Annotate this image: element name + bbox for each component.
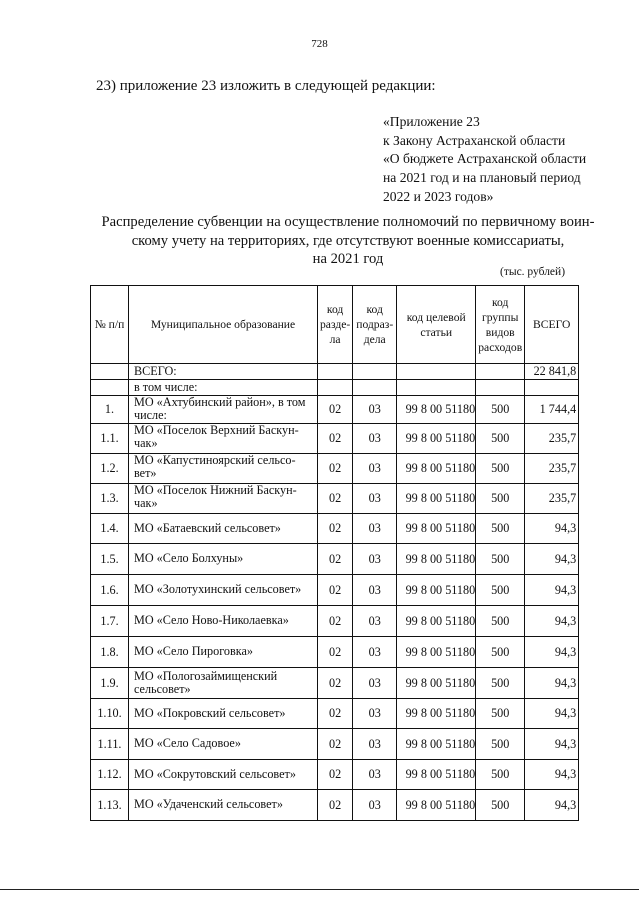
row-section: 02 bbox=[318, 606, 353, 637]
row-group: 500 bbox=[476, 544, 525, 575]
row-num: 1.2. bbox=[91, 454, 129, 484]
appendix-header-line: «О бюджете Астраханской области bbox=[383, 151, 587, 167]
header-num: № п/п bbox=[91, 286, 129, 364]
row-total: 94,3 bbox=[525, 575, 579, 606]
table-title-line: Распределение субвенции на осуществление полномочий по первичному воин- bbox=[101, 214, 595, 230]
row-group: 500 bbox=[476, 668, 525, 699]
row-section: 02 bbox=[318, 729, 353, 760]
header-section: код разде- ла bbox=[318, 286, 353, 364]
row-name: МО «Золотухинский сельсовет» bbox=[129, 575, 318, 606]
row-total: 94,3 bbox=[525, 699, 579, 729]
row-num: 1.4. bbox=[91, 514, 129, 544]
header-total: ВСЕГО bbox=[525, 286, 579, 364]
header-target: код целевой статьи bbox=[397, 286, 476, 364]
row-subsection: 03 bbox=[353, 637, 397, 668]
row-group: 500 bbox=[476, 606, 525, 637]
table-row bbox=[91, 424, 579, 454]
row-target: 99 8 00 51180 bbox=[397, 699, 476, 729]
row-name: МО «Село Болхуны» bbox=[129, 544, 318, 575]
row-subsection: 03 bbox=[353, 454, 397, 484]
row-group: 500 bbox=[476, 424, 525, 454]
row-num: 1.5. bbox=[91, 544, 129, 575]
row-subsection: 03 bbox=[353, 729, 397, 760]
row-group: 500 bbox=[476, 514, 525, 544]
row-subsection: 03 bbox=[353, 606, 397, 637]
table-row bbox=[91, 575, 579, 606]
row-total: 94,3 bbox=[525, 790, 579, 821]
row-target: 99 8 00 51180 bbox=[397, 484, 476, 514]
units-label: (тыс. рублей) bbox=[500, 266, 566, 278]
table-row bbox=[91, 396, 579, 424]
table-row bbox=[91, 637, 579, 668]
row-subsection: 03 bbox=[353, 484, 397, 514]
including-row bbox=[91, 380, 579, 396]
row-num: 1.9. bbox=[91, 668, 129, 699]
row-target: 99 8 00 51180 bbox=[397, 729, 476, 760]
row-section: 02 bbox=[318, 424, 353, 454]
table-row bbox=[91, 514, 579, 544]
header-group: код группы видов расходов bbox=[476, 286, 525, 364]
row-group: 500 bbox=[476, 790, 525, 821]
row-subsection: 03 bbox=[353, 544, 397, 575]
row-target: 99 8 00 51180 bbox=[397, 544, 476, 575]
row-target: 99 8 00 51180 bbox=[397, 760, 476, 790]
row-name: МО «Батаевский сельсовет» bbox=[129, 514, 318, 544]
row-group: 500 bbox=[476, 396, 525, 424]
row-total: 235,7 bbox=[525, 424, 579, 454]
row-section: 02 bbox=[318, 790, 353, 821]
table-row bbox=[91, 606, 579, 637]
total-row bbox=[91, 364, 579, 380]
subvention-table bbox=[90, 285, 579, 821]
row-subsection: 03 bbox=[353, 790, 397, 821]
row-group: 500 bbox=[476, 484, 525, 514]
table-row bbox=[91, 790, 579, 821]
row-target: 99 8 00 51180 bbox=[397, 514, 476, 544]
row-total: 94,3 bbox=[525, 760, 579, 790]
row-subsection: 03 bbox=[353, 396, 397, 424]
row-group: 500 bbox=[476, 699, 525, 729]
row-section: 02 bbox=[318, 454, 353, 484]
table-row bbox=[91, 544, 579, 575]
row-num: 1.13. bbox=[91, 790, 129, 821]
row-total: 94,3 bbox=[525, 544, 579, 575]
table-row bbox=[91, 760, 579, 790]
row-num: 1.6. bbox=[91, 575, 129, 606]
row-target: 99 8 00 51180 bbox=[397, 575, 476, 606]
appendix-header-line: 2022 и 2023 годов» bbox=[383, 188, 494, 204]
row-subsection: 03 bbox=[353, 575, 397, 606]
header-subsection: код подраз- дела bbox=[353, 286, 397, 364]
row-name: МО «Ахтубинский район», в том числе: bbox=[129, 396, 318, 424]
row-section: 02 bbox=[318, 668, 353, 699]
appendix-header-line: к Закону Астраханской области bbox=[383, 132, 566, 148]
row-target: 99 8 00 51180 bbox=[397, 396, 476, 424]
row-subsection: 03 bbox=[353, 514, 397, 544]
table-row bbox=[91, 484, 579, 514]
row-subsection: 03 bbox=[353, 668, 397, 699]
row-section: 02 bbox=[318, 396, 353, 424]
table-title bbox=[90, 213, 606, 269]
row-name: МО «Пологозаймищенский сельсовет» bbox=[129, 668, 318, 699]
row-total: 235,7 bbox=[525, 454, 579, 484]
row-group: 500 bbox=[476, 760, 525, 790]
row-section: 02 bbox=[318, 484, 353, 514]
row-name: МО «Поселок Верхний Баскун- чак» bbox=[129, 424, 318, 454]
row-name: МО «Село Ново-Николаевка» bbox=[129, 606, 318, 637]
row-target: 99 8 00 51180 bbox=[397, 668, 476, 699]
row-target: 99 8 00 51180 bbox=[397, 637, 476, 668]
row-target: 99 8 00 51180 bbox=[397, 454, 476, 484]
table-title-line: на 2021 год bbox=[312, 251, 384, 268]
row-total: 94,3 bbox=[525, 514, 579, 544]
amendment-instruction: 23) приложение 23 изложить в следующей редакции: bbox=[96, 78, 436, 94]
row-num: 1. bbox=[91, 396, 129, 424]
row-target: 99 8 00 51180 bbox=[397, 790, 476, 821]
page-bottom-rule bbox=[0, 889, 639, 890]
row-total: 94,3 bbox=[525, 729, 579, 760]
row-group: 500 bbox=[476, 729, 525, 760]
table-row bbox=[91, 729, 579, 760]
row-target: 99 8 00 51180 bbox=[397, 424, 476, 454]
total-value: 22 841,8 bbox=[525, 364, 579, 380]
row-name: МО «Сокрутовский сельсовет» bbox=[129, 760, 318, 790]
row-group: 500 bbox=[476, 454, 525, 484]
table-row bbox=[91, 454, 579, 484]
row-num: 1.3. bbox=[91, 484, 129, 514]
row-num: 1.1. bbox=[91, 424, 129, 454]
row-section: 02 bbox=[318, 760, 353, 790]
row-total: 235,7 bbox=[525, 484, 579, 514]
row-total: 94,3 bbox=[525, 606, 579, 637]
row-num: 1.12. bbox=[91, 760, 129, 790]
row-total: 94,3 bbox=[525, 637, 579, 668]
including-label: в том числе: bbox=[129, 380, 318, 396]
row-group: 500 bbox=[476, 575, 525, 606]
table-row bbox=[91, 699, 579, 729]
row-group: 500 bbox=[476, 637, 525, 668]
total-label: ВСЕГО: bbox=[129, 364, 318, 380]
row-total: 94,3 bbox=[525, 668, 579, 699]
table-header-row bbox=[91, 286, 579, 364]
appendix-header-line: «Приложение 23 bbox=[383, 114, 480, 129]
row-target: 99 8 00 51180 bbox=[397, 606, 476, 637]
row-total: 1 744,4 bbox=[525, 396, 579, 424]
row-section: 02 bbox=[318, 514, 353, 544]
row-num: 1.10. bbox=[91, 699, 129, 729]
row-section: 02 bbox=[318, 699, 353, 729]
row-name: МО «Капустиноярский сельсо- вет» bbox=[129, 454, 318, 484]
appendix-header bbox=[383, 113, 586, 207]
row-name: МО «Село Садовое» bbox=[129, 729, 318, 760]
row-section: 02 bbox=[318, 637, 353, 668]
table-title-line: скому учету на территориях, где отсутствуют военные комиссариаты, bbox=[131, 232, 565, 249]
row-subsection: 03 bbox=[353, 760, 397, 790]
page-number: 728 bbox=[311, 38, 328, 50]
row-subsection: 03 bbox=[353, 424, 397, 454]
row-name: МО «Село Пироговка» bbox=[129, 637, 318, 668]
row-section: 02 bbox=[318, 575, 353, 606]
row-name: МО «Удаченский сельсовет» bbox=[129, 790, 318, 821]
row-name: МО «Поселок Нижний Баскун- чак» bbox=[129, 484, 318, 514]
row-num: 1.8. bbox=[91, 637, 129, 668]
header-name: Муниципальное образование bbox=[129, 286, 318, 364]
table-row bbox=[91, 668, 579, 699]
row-section: 02 bbox=[318, 544, 353, 575]
row-num: 1.11. bbox=[91, 729, 129, 760]
appendix-header-line: на 2021 год и на плановый период bbox=[383, 170, 581, 186]
row-subsection: 03 bbox=[353, 699, 397, 729]
row-num: 1.7. bbox=[91, 606, 129, 637]
row-name: МО «Покровский сельсовет» bbox=[129, 699, 318, 729]
